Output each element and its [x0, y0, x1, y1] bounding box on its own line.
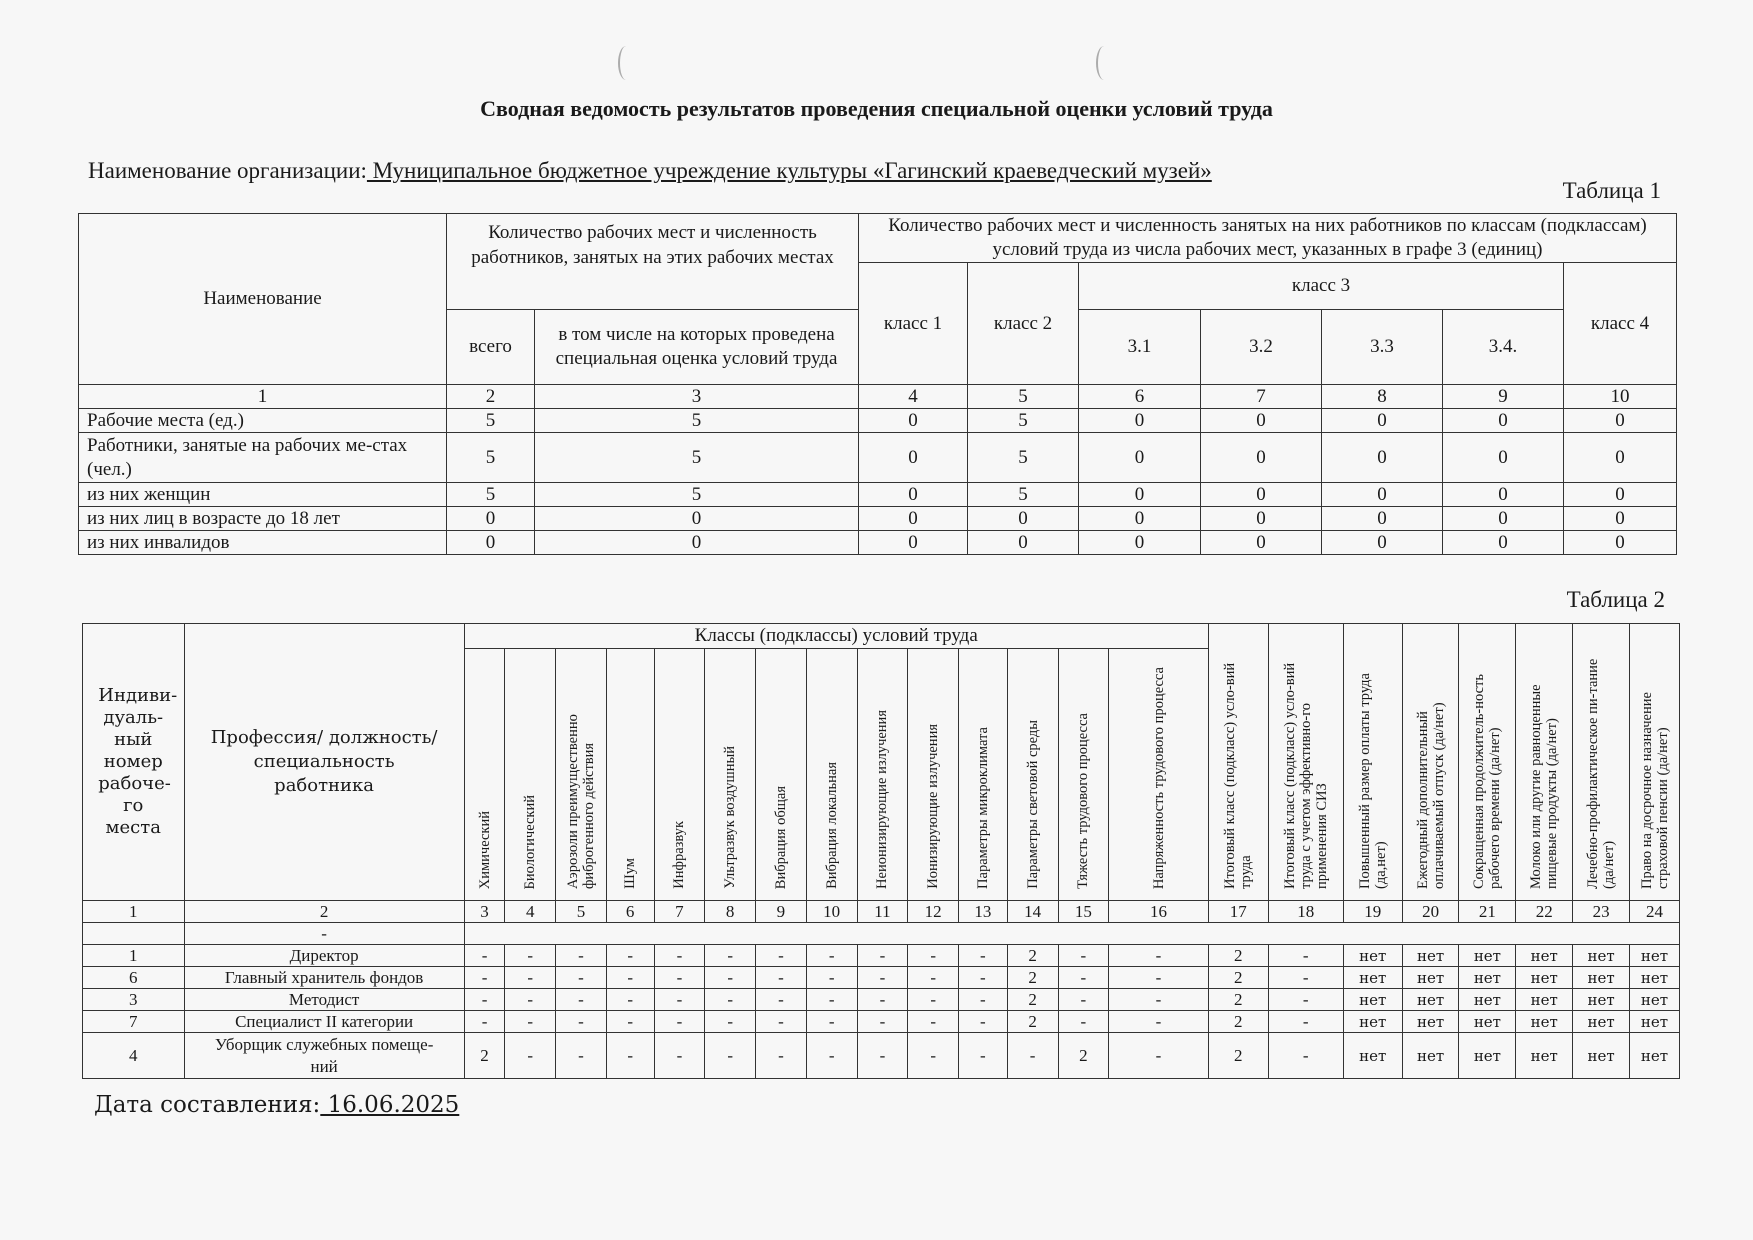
header-factor: [959, 649, 1008, 901]
organization-line: [88, 158, 1212, 184]
header-final-class-siz-text: Итоговый класс (подкласс) усло-вий труда с учетом эффективно-го применения СИЗ: [1281, 662, 1330, 889]
workplace-id: 3: [83, 989, 185, 1011]
profession: Методист: [184, 989, 464, 1011]
cell-value: -: [556, 945, 607, 967]
cell-value: -: [908, 945, 959, 967]
column-number: 14: [1007, 901, 1058, 923]
cell-value: 2: [1208, 967, 1268, 989]
cell-value: 2: [1208, 1033, 1268, 1079]
cell-value: 0: [1322, 483, 1443, 507]
cell-value: нет: [1516, 945, 1573, 967]
cell-value: -: [1109, 1033, 1209, 1079]
cell-value: 2: [1208, 1011, 1268, 1033]
header-benefit-text: Лечебно-профилактическое пи-тание (да/нет): [1585, 658, 1618, 889]
cell-value: -: [908, 967, 959, 989]
cell-value: -: [857, 1033, 908, 1079]
cell-value: 0: [1322, 433, 1443, 483]
column-number: 4: [505, 901, 556, 923]
column-number: 9: [1443, 385, 1564, 409]
cell-value: нет: [1459, 1011, 1516, 1033]
cell-value: 0: [1322, 531, 1443, 555]
cell-value: 2: [464, 1033, 505, 1079]
header-factor-text: Биологический: [522, 794, 539, 889]
profession: Главный хранитель фондов: [184, 967, 464, 989]
header-factor-text: Параметры световой среды: [1024, 720, 1041, 889]
cell-value: нет: [1459, 989, 1516, 1011]
cell-value: нет: [1573, 989, 1630, 1011]
profession: Уборщик служебных помеще-ний: [184, 1033, 464, 1079]
header-factor: [1058, 649, 1109, 901]
cell-value: -: [705, 945, 756, 967]
header-factor-text: Ионизирующие излучения: [925, 724, 942, 889]
table-row: [83, 989, 1680, 1011]
cell-value: 0: [968, 507, 1079, 531]
row-label: из них инвалидов: [79, 531, 447, 555]
cell-value: -: [606, 1011, 654, 1033]
cell-value: 5: [535, 433, 859, 483]
cell-value: -: [505, 1011, 556, 1033]
row-label: Рабочие места (ед.): [79, 409, 447, 433]
punch-hole-mark: [1096, 46, 1112, 80]
cell-value: -: [1268, 1033, 1343, 1079]
header-factor: [464, 649, 505, 901]
cell-value: -: [908, 1033, 959, 1079]
cell-value: нет: [1630, 967, 1680, 989]
column-number: 6: [606, 901, 654, 923]
page-title: Сводная ведомость результатов проведения специальной оценки условий труда: [480, 96, 1273, 121]
cell-value: нет: [1516, 989, 1573, 1011]
cell-value: -: [1109, 945, 1209, 967]
cell-value: -: [1058, 945, 1109, 967]
cell-value: 0: [859, 531, 968, 555]
column-number-row: [83, 901, 1680, 923]
column-number: 2: [447, 385, 535, 409]
cell-value: -: [806, 1033, 857, 1079]
header-factor: [606, 649, 654, 901]
cell-value: -: [606, 989, 654, 1011]
header-total: всего: [447, 310, 535, 385]
cell-value: 0: [1201, 483, 1322, 507]
column-number: 8: [705, 901, 756, 923]
cell-value: 0: [1079, 433, 1201, 483]
cell-value: 0: [859, 483, 968, 507]
cell-value: -: [806, 989, 857, 1011]
summary-table-1: [78, 213, 1677, 555]
cell-value: 0: [1443, 507, 1564, 531]
table1-caption: Таблица 1: [1562, 178, 1661, 203]
cell-value: нет: [1402, 967, 1459, 989]
table-row: [79, 409, 1677, 433]
cell-value: -: [556, 967, 607, 989]
column-number: 19: [1343, 901, 1402, 923]
cell-value: нет: [1573, 1011, 1630, 1033]
cell-value: -: [756, 1011, 807, 1033]
cell-value: нет: [1516, 1011, 1573, 1033]
date-label: Дата составления:: [94, 1092, 321, 1118]
cell-value: -: [505, 945, 556, 967]
cell-value: 5: [535, 409, 859, 433]
cell-value: нет: [1516, 967, 1573, 989]
cell-value: -: [1058, 989, 1109, 1011]
cell-value: -: [1058, 1011, 1109, 1033]
cell-value: 0: [1322, 507, 1443, 531]
header-final-class: [1208, 624, 1268, 901]
column-number: 4: [859, 385, 968, 409]
column-number: 5: [556, 901, 607, 923]
header-final-class-siz: [1268, 624, 1343, 901]
cell-value: 2: [1007, 967, 1058, 989]
header-benefit: [1343, 624, 1402, 901]
cell-value: 0: [535, 531, 859, 555]
cell-value: -: [756, 967, 807, 989]
workplace-id: 7: [83, 1011, 185, 1033]
cell-value: -: [959, 1011, 1008, 1033]
header-benefit: [1402, 624, 1459, 901]
header-factor-text: Тяжесть трудового процесса: [1075, 713, 1092, 889]
column-number: 22: [1516, 901, 1573, 923]
cell-value: нет: [1630, 1033, 1680, 1079]
cell-value: 5: [447, 433, 535, 483]
header-workplace-id-text: Индиви-дуаль-ный номер рабоче-го места: [98, 685, 178, 838]
cell-value: 2: [1007, 989, 1058, 1011]
header-factor-text: Шум: [622, 858, 639, 889]
table-row: [79, 507, 1677, 531]
cell-value: -: [959, 1033, 1008, 1079]
header-profession: [184, 624, 464, 901]
header-factor-text: Вибрация локальная: [823, 762, 840, 889]
cell-value: 0: [1079, 409, 1201, 433]
header-factor-text: Напряженность трудового процесса: [1150, 666, 1167, 889]
cell-value: 2: [1208, 989, 1268, 1011]
cell-value: -: [756, 989, 807, 1011]
cell-value: -: [806, 945, 857, 967]
cell-value: нет: [1516, 1033, 1573, 1079]
cell-value: 0: [1564, 483, 1677, 507]
column-number: 15: [1058, 901, 1109, 923]
header-factor: [806, 649, 857, 901]
cell-value: -: [705, 967, 756, 989]
column-number: 23: [1573, 901, 1630, 923]
table-row: [79, 483, 1677, 507]
row-label: Работники, занятые на рабочих ме-стах (чел.): [79, 433, 447, 483]
cell-value: нет: [1630, 945, 1680, 967]
header-class3-3: 3.3: [1322, 310, 1443, 385]
cell-value: -: [1268, 989, 1343, 1011]
cell-value: нет: [1402, 1011, 1459, 1033]
cell-value: нет: [1343, 1033, 1402, 1079]
header-benefit-text: Молоко или другие равноценные пищевые продукты (да/нет): [1528, 684, 1561, 889]
cell-value: 0: [1079, 507, 1201, 531]
cell-value: нет: [1630, 989, 1680, 1011]
cell-value: нет: [1343, 967, 1402, 989]
cell-value: -: [1268, 1011, 1343, 1033]
cell-value: 0: [1564, 433, 1677, 483]
cell-value: -: [756, 1033, 807, 1079]
cell-value: 2: [1208, 945, 1268, 967]
cell-value: нет: [1343, 945, 1402, 967]
profession: Директор: [184, 945, 464, 967]
cell-value: 0: [859, 507, 968, 531]
header-class2: класс 2: [968, 263, 1079, 385]
header-class3-4: 3.4.: [1443, 310, 1564, 385]
header-benefit-text: Повышенный размер оплаты труда (да,нет): [1356, 673, 1389, 889]
cell-value: 0: [1443, 483, 1564, 507]
column-number: 3: [535, 385, 859, 409]
table2-caption: Таблица 2: [1566, 587, 1665, 612]
profession: Специалист II категории: [184, 1011, 464, 1033]
column-number: 2: [184, 901, 464, 923]
cell-value: -: [654, 989, 705, 1011]
cell-value: 0: [447, 531, 535, 555]
cell-value: -: [857, 989, 908, 1011]
column-number: 1: [79, 385, 447, 409]
column-number: 13: [959, 901, 1008, 923]
cell-value: 0: [859, 433, 968, 483]
column-number: 8: [1322, 385, 1443, 409]
table-row: [83, 945, 1680, 967]
cell-value: -: [857, 1011, 908, 1033]
cell-value: нет: [1573, 1033, 1630, 1079]
cell-value: -: [654, 1033, 705, 1079]
cell-value: -: [857, 945, 908, 967]
cell-value: -: [1268, 945, 1343, 967]
cell-value: 5: [535, 483, 859, 507]
organization-name: Муниципальное бюджетное учреждение культуры «Гагинский краеведческий музей»: [366, 158, 1212, 183]
cell-value: -: [1058, 967, 1109, 989]
header-factor: [1109, 649, 1209, 901]
cell-value: -: [606, 1033, 654, 1079]
cell-value: 0: [968, 531, 1079, 555]
cell-value: 0: [1079, 531, 1201, 555]
cell-value: 0: [447, 507, 535, 531]
cell-value: 0: [1201, 433, 1322, 483]
cell-value: 0: [1564, 409, 1677, 433]
header-workplace-id: [83, 624, 185, 901]
cell-value: 0: [1443, 409, 1564, 433]
column-number: 16: [1109, 901, 1209, 923]
header-factor-text: Химический: [476, 810, 493, 889]
section-label: -: [184, 923, 464, 945]
section-empty: [464, 923, 1679, 945]
header-class3-2: 3.2: [1201, 310, 1322, 385]
cell-value: 0: [1443, 531, 1564, 555]
header-factor: [1007, 649, 1058, 901]
column-number: 18: [1268, 901, 1343, 923]
cell-value: -: [756, 945, 807, 967]
table-row: [83, 1011, 1680, 1033]
column-number: 3: [464, 901, 505, 923]
cell-value: нет: [1573, 945, 1630, 967]
column-number: 7: [654, 901, 705, 923]
cell-value: -: [705, 989, 756, 1011]
cell-value: 0: [1201, 409, 1322, 433]
cell-value: -: [1268, 967, 1343, 989]
punch-hole-mark: [618, 46, 634, 80]
cell-value: 2: [1007, 945, 1058, 967]
cell-value: -: [464, 967, 505, 989]
column-number: 1: [83, 901, 185, 923]
header-factor: [505, 649, 556, 901]
cell-value: -: [654, 967, 705, 989]
column-number: 11: [857, 901, 908, 923]
header-factor-text: Вибрация общая: [772, 785, 789, 889]
cell-value: 0: [1564, 531, 1677, 555]
header-factor: [857, 649, 908, 901]
column-number: 17: [1208, 901, 1268, 923]
header-class3-1: 3.1: [1079, 310, 1201, 385]
header-benefit: [1459, 624, 1516, 901]
header-class4: класс 4: [1564, 263, 1677, 385]
cell-value: -: [959, 967, 1008, 989]
cell-value: нет: [1343, 1011, 1402, 1033]
column-number: 5: [968, 385, 1079, 409]
cell-value: 5: [968, 433, 1079, 483]
column-number: 12: [908, 901, 959, 923]
header-factor: [756, 649, 807, 901]
header-factor-text: Аэрозоли преимущественно фиброгенного действия: [564, 714, 597, 889]
cell-value: -: [908, 1011, 959, 1033]
cell-value: 5: [968, 483, 1079, 507]
column-number: 7: [1201, 385, 1322, 409]
header-profession-text: Профессия/ должность/ специальность работника: [210, 727, 438, 796]
table-row: [83, 967, 1680, 989]
cell-value: -: [908, 989, 959, 1011]
header-benefit: [1573, 624, 1630, 901]
section-row: [83, 923, 1680, 945]
cell-value: 2: [1058, 1033, 1109, 1079]
cell-value: 5: [447, 409, 535, 433]
cell-value: -: [705, 1033, 756, 1079]
cell-value: 5: [968, 409, 1079, 433]
column-number: 10: [1564, 385, 1677, 409]
header-benefit-text: Право на досрочное назначение страховой пенсии (да/нет): [1638, 692, 1671, 889]
header-benefit: [1630, 624, 1680, 901]
date-line: [94, 1092, 459, 1118]
header-count-group: Количество рабочих мест и численность работников, занятых на этих рабочих местах: [447, 214, 859, 310]
date-value: 16.06.2025: [320, 1092, 460, 1118]
cell-value: -: [556, 1033, 607, 1079]
cell-value: нет: [1459, 945, 1516, 967]
cell-value: -: [505, 989, 556, 1011]
header-benefit-text: Ежегодный дополнительный оплачиваемый отпуск (да/нет): [1414, 702, 1447, 889]
organization-label: Наименование организации:: [88, 158, 367, 183]
cell-value: 0: [1079, 483, 1201, 507]
header-benefit-text: Сокращенная продолжитель-ность рабочего времени (да/нет): [1471, 673, 1504, 889]
cell-value: -: [556, 989, 607, 1011]
summary-table-2: [82, 623, 1680, 1079]
header-factor: [908, 649, 959, 901]
cell-value: нет: [1402, 1033, 1459, 1079]
cell-value: -: [464, 945, 505, 967]
cell-value: -: [806, 1011, 857, 1033]
table-row: [79, 531, 1677, 555]
header-assessed: в том числе на которых проведена специальная оценка условий труда: [535, 310, 859, 385]
cell-value: -: [556, 1011, 607, 1033]
cell-value: -: [1109, 967, 1209, 989]
column-number-row: [79, 385, 1677, 409]
cell-value: нет: [1573, 967, 1630, 989]
header-factor: [556, 649, 607, 901]
cell-value: нет: [1402, 989, 1459, 1011]
cell-value: -: [1109, 1011, 1209, 1033]
cell-value: -: [1109, 989, 1209, 1011]
cell-value: -: [505, 967, 556, 989]
row-label: из них женщин: [79, 483, 447, 507]
cell-value: 0: [1322, 409, 1443, 433]
cell-value: -: [857, 967, 908, 989]
cell-value: 0: [535, 507, 859, 531]
cell-value: нет: [1343, 989, 1402, 1011]
header-classes-group: Классы (подклассы) условий труда: [464, 624, 1208, 649]
header-final-class-text: Итоговый класс (подкласс) усло-вий труда: [1222, 662, 1255, 889]
cell-value: нет: [1402, 945, 1459, 967]
workplace-id: 1: [83, 945, 185, 967]
cell-value: -: [959, 945, 1008, 967]
column-number: 24: [1630, 901, 1680, 923]
cell-value: 0: [1201, 507, 1322, 531]
cell-value: -: [505, 1033, 556, 1079]
header-benefit: [1516, 624, 1573, 901]
table-row: [83, 1033, 1680, 1079]
cell-value: 2: [1007, 1011, 1058, 1033]
cell-value: нет: [1459, 1033, 1516, 1079]
cell-value: -: [606, 967, 654, 989]
header-class1: класс 1: [859, 263, 968, 385]
cell-value: -: [654, 1011, 705, 1033]
column-number: 6: [1079, 385, 1201, 409]
row-label: из них лиц в возрасте до 18 лет: [79, 507, 447, 531]
cell-value: 0: [1201, 531, 1322, 555]
header-factor: [705, 649, 756, 901]
column-number: 9: [756, 901, 807, 923]
header-factor: [654, 649, 705, 901]
cell-value: -: [464, 1011, 505, 1033]
section-id: [83, 923, 185, 945]
header-factor-text: Неионизирующие излучения: [874, 710, 891, 889]
workplace-id: 4: [83, 1033, 185, 1079]
header-factor-text: Параметры микроклимата: [974, 727, 991, 889]
header-factor-text: Инфразвук: [671, 821, 688, 889]
workplace-id: 6: [83, 967, 185, 989]
cell-value: -: [1007, 1033, 1058, 1079]
column-number: 20: [1402, 901, 1459, 923]
header-factor-text: Ультразвук воздушный: [722, 746, 739, 889]
cell-value: -: [806, 967, 857, 989]
cell-value: -: [959, 989, 1008, 1011]
header-class3: класс 3: [1079, 263, 1564, 310]
cell-value: 0: [1564, 507, 1677, 531]
cell-value: -: [606, 945, 654, 967]
header-classes-group: Количество рабочих мест и численность занятых на них работников по классам (подклассам) условий труда из числа рабочих мест, указанных в графе 3 (единиц): [859, 214, 1677, 263]
cell-value: -: [705, 1011, 756, 1033]
cell-value: 0: [859, 409, 968, 433]
cell-value: нет: [1630, 1011, 1680, 1033]
header-name: Наименование: [79, 214, 447, 385]
column-number: 21: [1459, 901, 1516, 923]
table-row: [79, 433, 1677, 483]
column-number: 10: [806, 901, 857, 923]
cell-value: нет: [1459, 967, 1516, 989]
cell-value: -: [464, 989, 505, 1011]
cell-value: 5: [447, 483, 535, 507]
cell-value: 0: [1443, 433, 1564, 483]
cell-value: -: [654, 945, 705, 967]
